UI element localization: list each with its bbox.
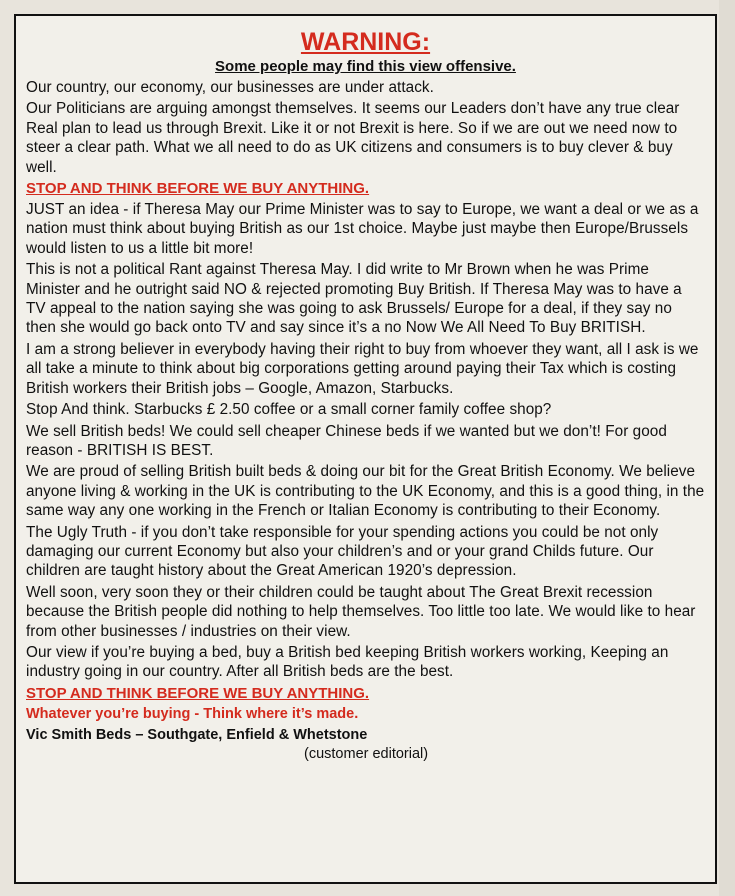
warning-subtitle: Some people may find this view offensive.	[215, 58, 516, 75]
paragraph: Stop And think. Starbucks £ 2.50 coffee or a small corner family coffee shop?	[26, 401, 552, 419]
editorial-box	[14, 14, 717, 884]
paragraph: Well soon, very soon they or their children could be taught about The Great Brexit recession because the British people did nothing to help themselves. Too little too late. We would like to hear from other businesses / industries on their view.	[26, 583, 696, 640]
stop-heading: STOP AND THINK BEFORE WE BUY ANYTHING.	[26, 180, 370, 198]
paragraph: We are proud of selling British built beds & doing our bit for the Great British Economy. We believe anyone living & working in the UK is contributing to the UK Economy, and this is a good thing, in the same way any one working in the French or Italian Economy is contributing to their Economy.	[26, 463, 705, 520]
paragraph: Our Politicians are arguing amongst themselves. It seems our Leaders don’t have any true clear Real plan to lead us through Brexit. Like it or not Brexit is here. So if we are out we need now to steer a clear path. What we all need to do as UK citizens and consumers is to buy clever & buy well.	[26, 100, 680, 176]
signature: Vic Smith Beds – Southgate, Enfield & Whetstone	[26, 726, 368, 743]
stop-heading: STOP AND THINK BEFORE WE BUY ANYTHING.	[26, 684, 370, 702]
paragraph: I am a strong believer in everybody having their right to buy from whoever they want, all I ask is we all take a minute to think about big corporations getting around paying their Tax which is costing British workers their British jobs – Google, Amazon, Starbucks.	[26, 340, 699, 397]
paragraph: JUST an idea - if Theresa May our Prime Minister was to say to Europe, we want a deal or we as a nation must think about buying British as our 1st choice. Maybe just maybe then Europe/Brussels would listen to us a little bit more!	[26, 201, 699, 257]
page-edge	[719, 0, 735, 896]
paragraph: Our country, our economy, our businesses are under attack.	[26, 79, 434, 96]
paragraph: This is not a political Rant against Theresa May. I did write to Mr Brown when he was Prime Minister and he outright said NO & rejected promoting Buy British. If Theresa May was to have a TV appeal to the nation saying she was going to ask Brussels/ Europe for a deal, if they say no then she would go back onto TV and say since it’s a no Now We All Need To Buy BRITISH.	[26, 261, 682, 337]
warning-title: WARNING:	[300, 28, 431, 56]
paragraph: The Ugly Truth - if you don’t take responsible for your spending actions you could be not only damaging our current Economy but also your children’s and or your grand Childs future. Our children are taught history about the Great American 1920’s depression.	[26, 523, 659, 580]
paragraph: Our view if you’re buying a bed, buy a British bed keeping British workers working, Keeping an industry going in our country. After all British beds are the best.	[26, 643, 669, 681]
editorial-note: (customer editorial)	[304, 745, 429, 762]
tagline: Whatever you’re buying - Think where it’s made.	[26, 705, 359, 722]
paragraph: We sell British beds! We could sell cheaper Chinese beds if we wanted but we don’t! For good reason - BRITISH IS BEST.	[26, 422, 667, 459]
